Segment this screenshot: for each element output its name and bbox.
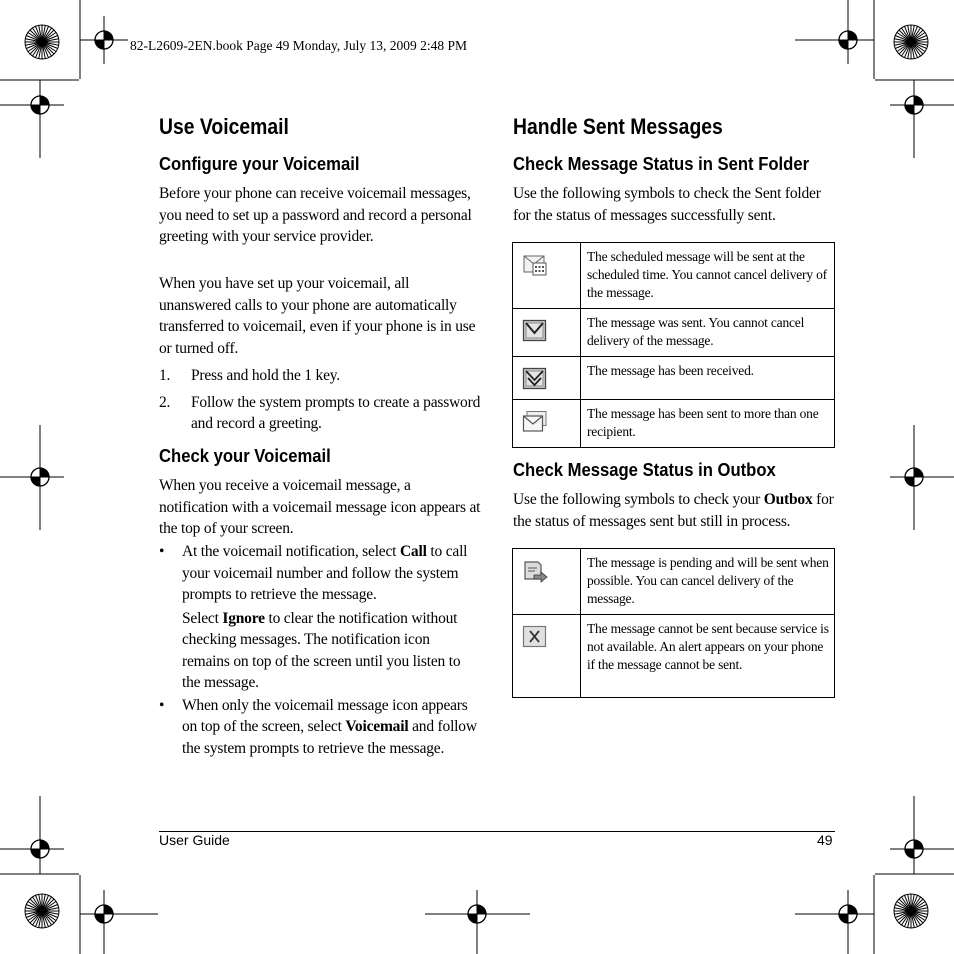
bullet-item <box>159 541 481 694</box>
scheduled-message-icon <box>522 253 548 277</box>
outbox-keyword: Outbox <box>763 491 813 508</box>
call-keyword: Call <box>399 543 427 560</box>
bullet-symbol: • <box>159 696 165 714</box>
received-message-icon <box>522 367 548 391</box>
bullet1-text-pre: At the voicemail notification, select <box>182 543 400 560</box>
outbox-intro-post: for the status of messages sent but still in process. <box>513 491 834 530</box>
heading-configure-voicemail: Configure your Voicemail <box>159 153 360 174</box>
table-row <box>513 615 835 698</box>
sent-folder-intro: Use the following symbols to check the Sent folder for the status of messages successfully sent. <box>513 185 821 224</box>
symbol-description: The message was sent. You cannot cancel delivery of the message. <box>581 309 835 357</box>
bullet-symbol: • <box>159 543 165 560</box>
outbox-intro-pre: Use the following symbols to check your <box>513 491 764 508</box>
symbol-description: The message has been sent to more than one recipient. <box>581 400 835 448</box>
check-intro: When you receive a voicemail message, a notification with a voicemail message icon appears at the top of your screen. <box>159 477 481 537</box>
sent-message-icon <box>522 319 548 343</box>
step-number: 1. <box>159 367 171 384</box>
step-item <box>159 392 481 435</box>
table-row <box>513 243 835 309</box>
bullet-item <box>159 695 481 760</box>
table-row <box>513 357 835 400</box>
configure-paragraph-1: Before your phone can receive voicemail messages, you need to set up a password and record a personal greeting with your service provider. <box>159 185 472 245</box>
ignore-keyword: Ignore <box>222 609 265 627</box>
configure-steps <box>159 365 481 435</box>
step-text: Follow the system prompts to create a password and record a greeting. <box>191 393 481 432</box>
table-row <box>513 309 835 357</box>
multiple-recipients-icon <box>522 410 548 434</box>
print-header: 82-L2609-2EN.book Page 49 Monday, July 13, 2009 2:48 PM <box>130 38 467 53</box>
section-title-use-voicemail: Use Voicemail <box>159 114 289 139</box>
symbol-description: The scheduled message will be sent at the scheduled time. You cannot cancel delivery of the message. <box>581 243 835 309</box>
symbol-description: The message is pending and will be sent when possible. You can cancel delivery of the message. <box>581 549 835 615</box>
section-title-handle-sent: Handle Sent Messages <box>513 114 723 139</box>
table-row <box>513 400 835 448</box>
heading-check-voicemail: Check your Voicemail <box>159 445 331 466</box>
heading-outbox: Check Message Status in Outbox <box>513 459 776 480</box>
outbox-intro <box>513 489 838 532</box>
sent-folder-symbol-table <box>512 242 835 448</box>
bullet1-text-post: to call your voicemail number and follow the system prompts to retrieve the message. <box>182 543 468 603</box>
bullet1b-text-post: to clear the notification without checking messages. The notification icon remains on top of the screen until you listen to the message. <box>182 609 461 691</box>
voicemail-keyword: Voicemail <box>345 718 409 735</box>
step-number: 2. <box>159 393 171 411</box>
outbox-symbol-table <box>512 548 835 698</box>
step-text: Press and hold the 1 key. <box>191 367 340 384</box>
failed-message-icon <box>522 625 548 649</box>
symbol-description: The message has been received. <box>581 357 835 400</box>
bullet2-text-pre: When only the voicemail message icon appears on top of the screen, select <box>182 696 468 735</box>
bullet2-text-post: and follow the system prompts to retrieve the message. <box>182 718 477 757</box>
step-item <box>159 365 481 387</box>
configure-paragraph-2: When you have set up your voicemail, all unanswered calls to your phone are automatically transferred to voicemail, even if your phone is in use or turned off. <box>159 275 476 357</box>
bullet1-subparagraph <box>182 608 481 694</box>
heading-sent-folder: Check Message Status in Sent Folder <box>513 153 810 174</box>
bullet1b-text-pre: Select <box>182 609 223 627</box>
voicemail-bullets <box>159 541 481 759</box>
page-number: 49 <box>817 832 833 848</box>
footer-title: User Guide <box>159 832 230 848</box>
table-row <box>513 549 835 615</box>
footer-divider <box>159 831 835 832</box>
pending-message-icon <box>522 559 548 583</box>
symbol-description: The message cannot be sent because service is not available. An alert appears on your phone if the message cannot be sent. <box>581 615 835 698</box>
